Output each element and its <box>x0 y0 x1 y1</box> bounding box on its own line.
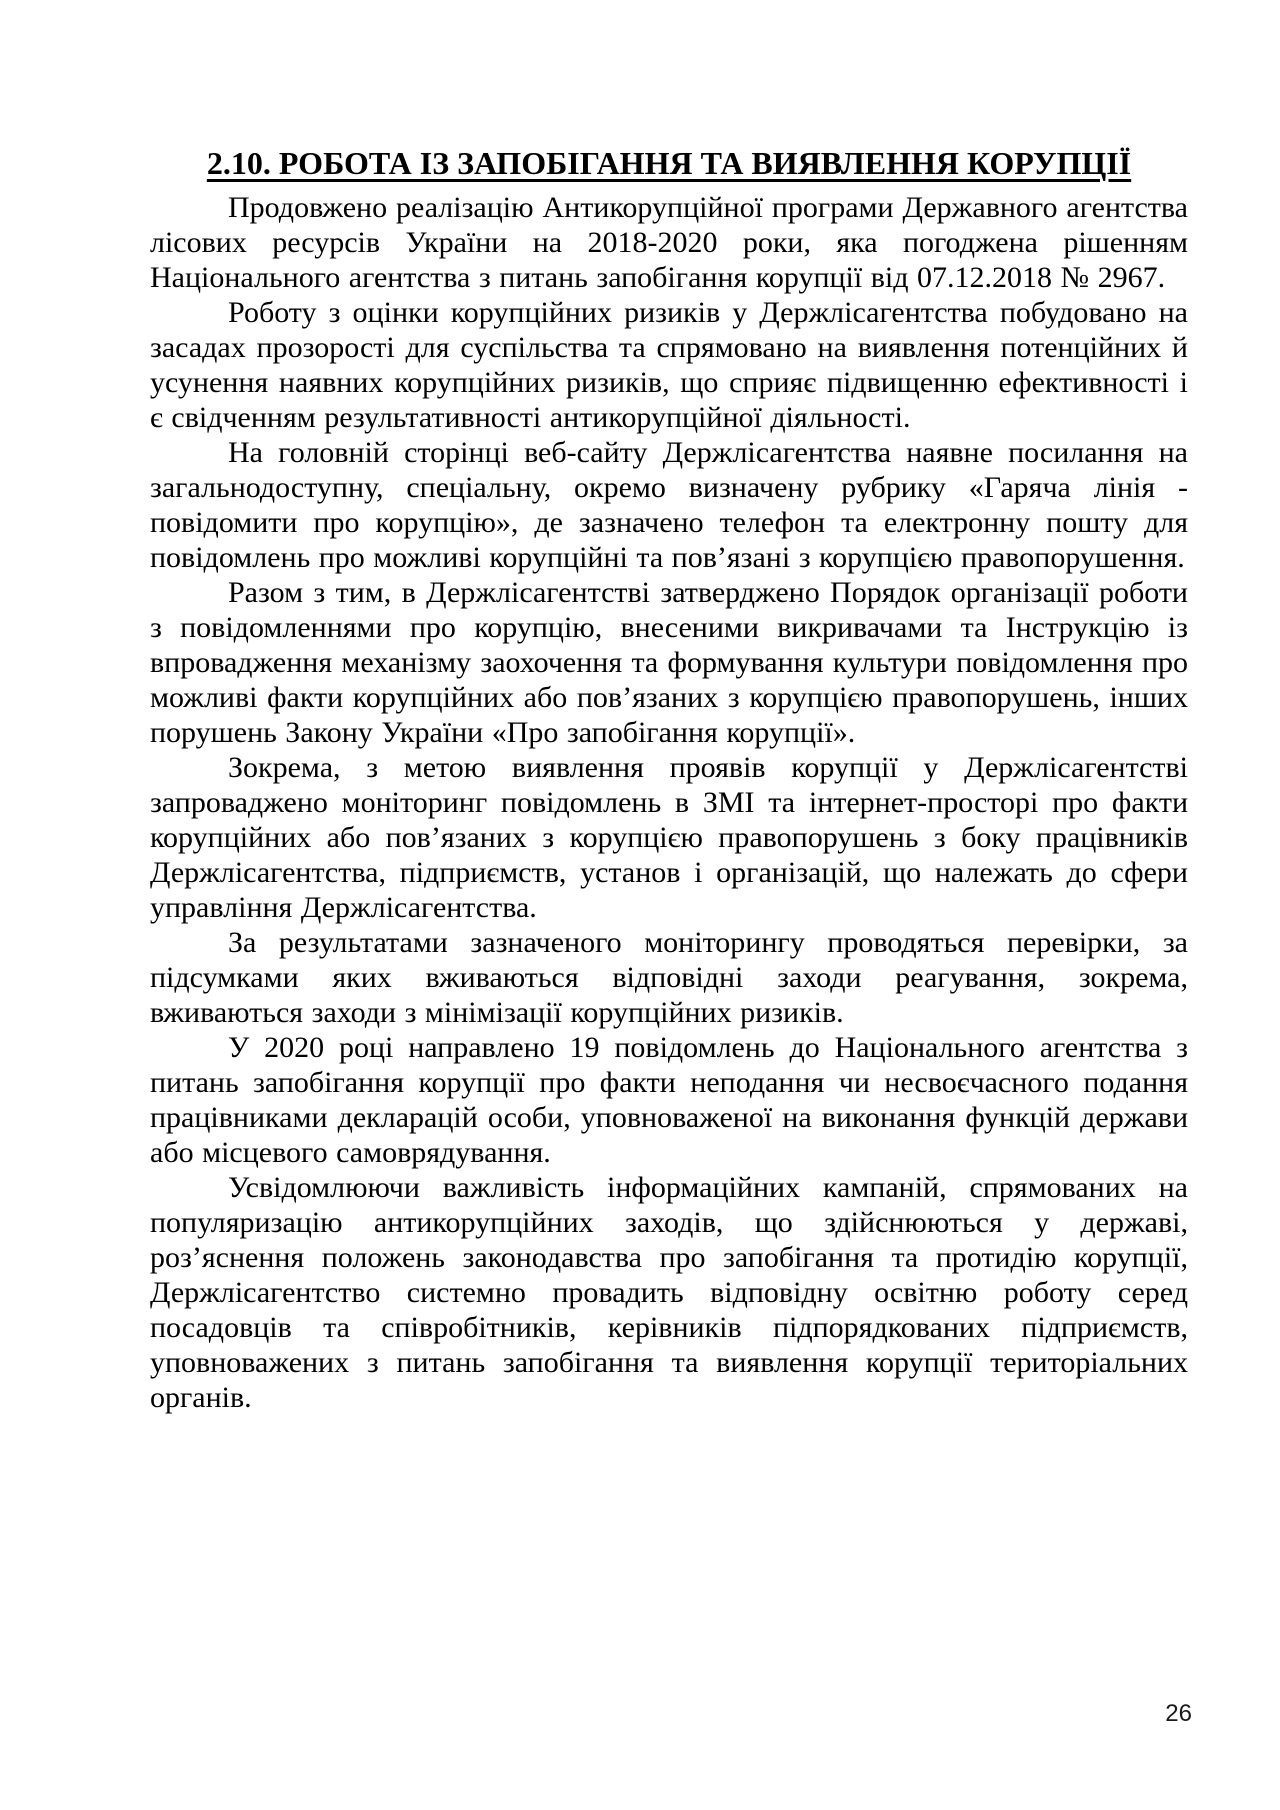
paragraph-3: На головній сторінці веб-сайту Держлісагентства наявне посилання на загальнодоступну, спеціальну, окремо визначену рубрику «Гаряча лінія - повідомити про корупцію», де зазначено телефон та електронну пошту для повідомлень про можливі корупційні та пов’язані з корупцією правопорушення. <box>150 436 1188 574</box>
paragraph-7: У 2020 році направлено 19 повідомлень до Національного агентства з питань запобігання корупції про факти неподання чи несвоєчасного подання працівниками декларацій особи, уповноваженої на виконання функцій держави або місцевого самоврядування. <box>150 1031 1188 1169</box>
paragraph-4: Разом з тим, в Держлісагентстві затверджено Порядок організації роботи з повідомленнями про корупцію, внесеними викривачами та Інструкцію із впровадження механізму заохочення та формування культури повідомлення про можливі факти корупційних або пов’язаних з корупцією правопорушень, інших порушень Закону України «Про запобігання корупції». <box>150 576 1188 749</box>
paragraph-8: Усвідомлюючи важливість інформаційних кампаній, спрямованих на популяризацію антикорупційних заходів, що здійснюються у державі, роз’яснення положень законодавства про запобігання та протидію корупції, Держлісагентство системно провадить відповідну освітню роботу серед посадовців та співробітників, керівників підпорядкованих підприємств, уповноважених з питань запобігання та виявлення корупції територіальних органів. <box>150 1171 1188 1414</box>
section-heading: 2.10. РОБОТА ІЗ ЗАПОБІГАННЯ ТА ВИЯВЛЕННЯ КОРУПЦІЇ <box>206 145 1132 181</box>
paragraph-2: Роботу з оцінки корупційних ризиків у Держлісагентства побудовано на засадах прозорості для суспільства та спрямовано на виявлення потенційних й усунення наявних корупційних ризиків, що сприяє підвищенню ефективності і є свідченням результативності антикорупційної діяльності. <box>150 296 1188 434</box>
paragraph-5: Зокрема, з метою виявлення проявів корупції у Держлісагентстві запроваджено моніторинг повідомлень в ЗМІ та інтернет-просторі про факти корупційних або пов’язаних з корупцією правопорушень з боку працівників Держлісагентства, підприємств, установ і організацій, що належать до сфери управління Держлісагентства. <box>150 751 1188 924</box>
page-number: 26 <box>1165 1700 1192 1727</box>
paragraph-1: Продовжено реалізацію Антикорупційної програми Державного агентства лісових ресурсів України на 2018-2020 роки, яка погоджена рішенням Національного агентства з питань запобігання корупції від 07.12.2018 № 2967. <box>150 191 1188 294</box>
paragraph-6: За результатами зазначеного моніторингу проводяться перевірки, за підсумками яких вживаються відповідні заходи реагування, зокрема, вживаються заходи з мінімізації корупційних ризиків. <box>150 926 1188 1029</box>
